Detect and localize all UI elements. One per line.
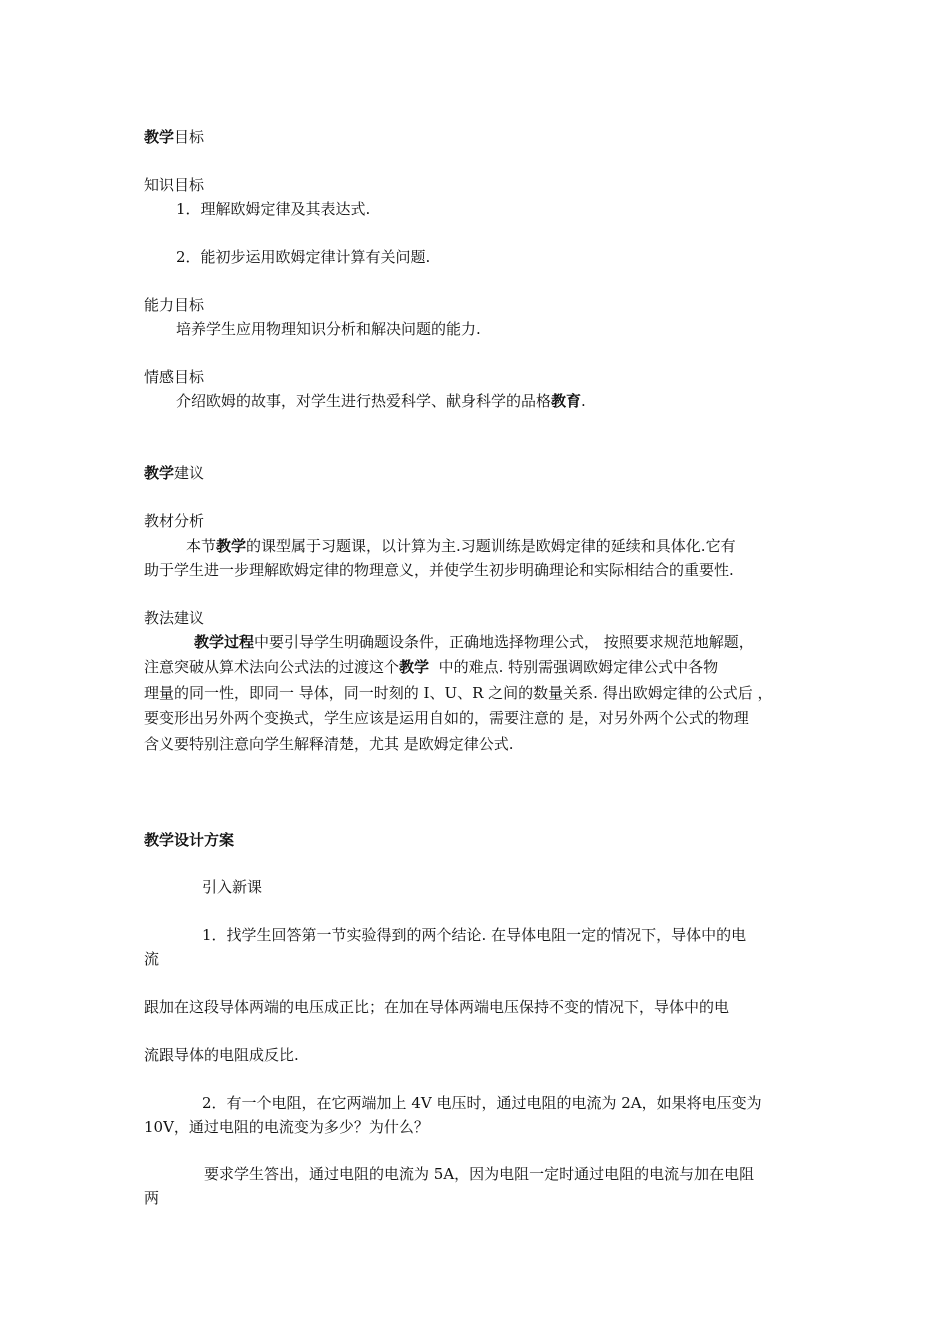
knowledge-goal-item-1: 1．理解欧姆定律及其表达式. — [176, 200, 371, 218]
section-heading-teaching-goals — [144, 127, 204, 147]
material-bold-part: 教学 — [216, 537, 247, 555]
material-analysis-line-1 — [186, 536, 736, 556]
heading-rest-part: 建议 — [174, 464, 205, 482]
material-analysis-title: 教材分析 — [144, 512, 205, 530]
ability-goals-title: 能力目标 — [144, 296, 205, 314]
paragraph-1-line-3: 跟加在这段导体两端的电压成正比；在加在导体两端电压保持不变的情况下，导体中的电 — [144, 998, 730, 1016]
method-suggestions-line-2 — [144, 657, 718, 677]
paragraph-2-line-1: 2．有一个电阻，在它两端加上 4V 电压时，通过电阻的电流为 2A，如果将电压变为 — [202, 1094, 762, 1112]
method-text-part: 中要引导学生明确题设条件，正确地选择物理公式， 按照要求规范地解题， — [254, 633, 754, 651]
heading-rest-part: 目标 — [174, 128, 205, 146]
paragraph-1-line-4: 流跟导体的电阻成反比. — [144, 1046, 299, 1064]
paragraph-3-line-2: 两 — [144, 1189, 160, 1207]
heading-bold-part: 教学 — [144, 464, 175, 482]
paragraph-1-line-2: 流 — [144, 950, 160, 968]
heading-bold-part: 教学 — [144, 128, 175, 146]
emotion-text-part: 介绍欧姆的故事，对学生进行热爱科学、献身科学的品格 — [176, 392, 552, 410]
method-text-part: 注意突破从算术法向公式法的过渡这个 — [144, 658, 400, 676]
intro-new-lesson: 引入新课 — [202, 878, 263, 896]
method-suggestions-title: 教法建议 — [144, 609, 205, 627]
ability-goals-text: 培养学生应用物理知识分析和解决问题的能力. — [176, 320, 481, 338]
method-suggestions-line-1 — [194, 632, 754, 652]
method-suggestions-line-4: 要变形出另外两个变换式，学生应该是运用自如的，需要注意的 是，对另外两个公式的物理 — [144, 709, 749, 727]
emotion-goals-text — [176, 391, 586, 411]
paragraph-1-line-1: 1．找学生回答第一节实验得到的两个结论. 在导体电阻一定的情况下，导体中的电 — [202, 926, 747, 944]
method-bold-part: 教学 — [399, 658, 430, 676]
knowledge-goal-item-2: 2．能初步运用欧姆定律计算有关问题. — [176, 248, 431, 266]
method-text-part: 中的难点. 特别需强调欧姆定律公式中各物 — [429, 658, 719, 676]
emotion-goals-title: 情感目标 — [144, 368, 205, 386]
material-analysis-line-2: 助于学生进一步理解欧姆定律的物理意义，并使学生初步明确理论和实际相结合的重要性. — [144, 561, 734, 579]
knowledge-goals-title: 知识目标 — [144, 176, 205, 194]
method-suggestions-line-5: 含义要特别注意向学生解释清楚，尤其 是欧姆定律公式. — [144, 735, 514, 753]
emotion-text-end: . — [581, 392, 586, 410]
paragraph-2-line-2: 10V，通过电阻的电流变为多少？为什么？ — [144, 1118, 429, 1136]
section-heading-teaching-suggestions — [144, 463, 204, 483]
material-text-part: 的课型属于习题课，以计算为主.习题训练是欧姆定律的延续和具体化.它有 — [246, 537, 736, 555]
method-suggestions-line-3: 理量的同一性，即同一 导体，同一时刻的 I、U、R 之间的数量关系. 得出欧姆定律的公式后 ， — [144, 684, 773, 702]
material-text-part: 本节 — [186, 537, 217, 555]
emotion-bold-part: 教育 — [551, 392, 582, 410]
paragraph-3-line-1: 要求学生答出，通过电阻的电流为 5A，因为电阻一定时通过电阻的电流与加在电阻 — [204, 1165, 755, 1183]
section-heading-design-plan: 教学设计方案 — [144, 831, 235, 849]
method-bold-part: 教学过程 — [194, 633, 255, 651]
